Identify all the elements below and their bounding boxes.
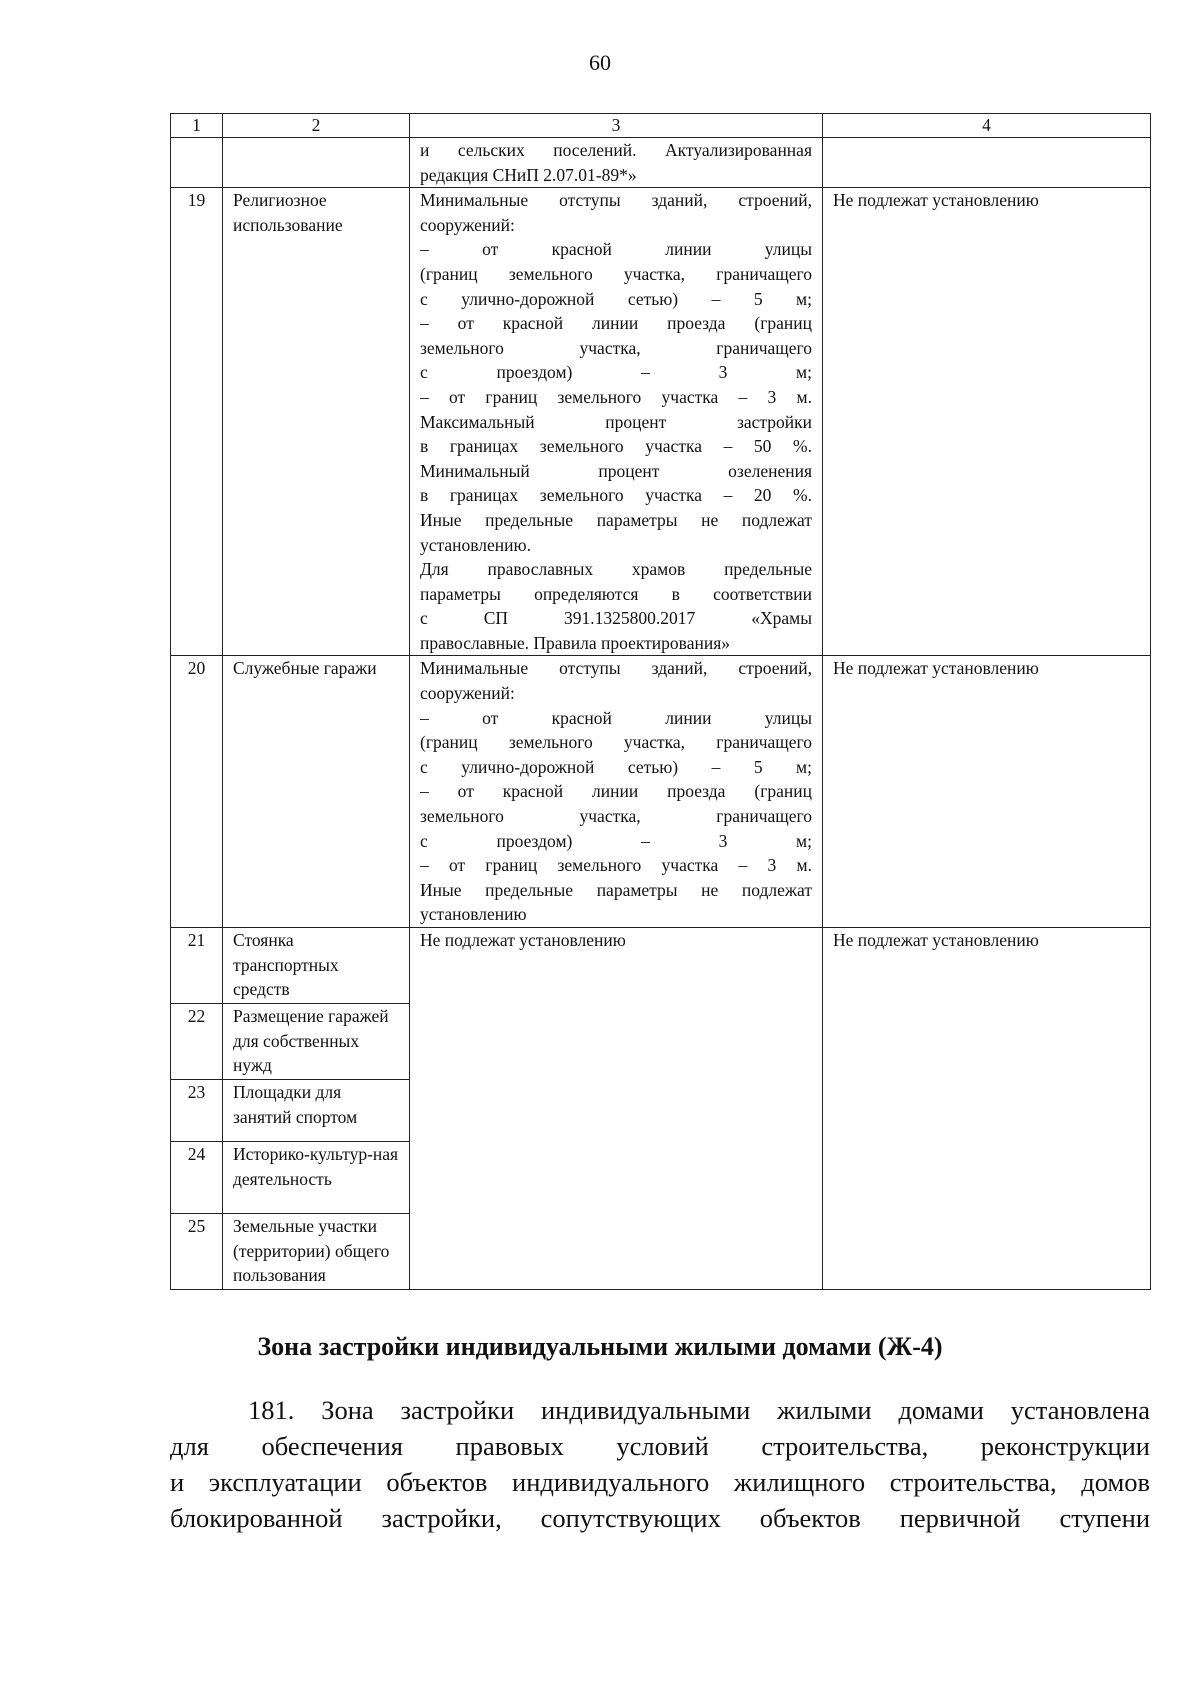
row-number: 25	[171, 1214, 223, 1290]
params-cell	[410, 138, 823, 188]
col4-cell	[823, 138, 1151, 188]
regulations-table	[170, 113, 1151, 1290]
params-line: сооружений:	[420, 683, 515, 704]
params-line: Для православных храмов предельные	[420, 559, 812, 580]
column-header: 1	[171, 114, 223, 138]
row-number: 20	[171, 656, 223, 928]
params-line: сооружений:	[420, 214, 515, 235]
params-line: установлению.	[420, 534, 531, 555]
use-name: Религиозное использование	[223, 188, 410, 656]
params-line: с улично-дорожной сетью) – 5 м;	[420, 288, 812, 309]
params-line: (границ земельного участка, граничащего	[420, 263, 812, 284]
params-line: – от границ земельного участка – 3 м.	[420, 386, 812, 407]
row-number: 21	[171, 928, 223, 1004]
params-line: с проездом) – 3 м;	[420, 362, 812, 383]
params-line: с проездом) – 3 м;	[420, 830, 812, 851]
params-line: установлению	[420, 904, 527, 925]
params-line: с улично-дорожной сетью) – 5 м;	[420, 756, 812, 777]
params-cell: Не подлежат установлению	[410, 928, 823, 1290]
params-line: Минимальные отступы зданий, строений,	[420, 658, 812, 679]
params-line: и сельских поселений. Актуализированная	[420, 140, 812, 160]
params-line: – от красной линии улицы	[420, 707, 812, 728]
row-number: 23	[171, 1080, 223, 1142]
params-line: Максимальный процент застройки	[420, 411, 812, 432]
col4-cell: Не подлежат установлению	[823, 928, 1151, 1290]
paragraph-line: для обеспечения правовых условий строительства, реконструкции	[170, 1431, 1150, 1461]
paragraph-line: блокированной застройки, сопутствующих объектов первичной ступени	[170, 1503, 1150, 1533]
params-line: Иные предельные параметры не подлежат	[420, 879, 812, 900]
body-paragraph	[170, 1392, 1150, 1536]
table-row-20	[171, 656, 1151, 928]
params-line: земельного участка, граничащего	[420, 337, 812, 358]
params-line: (границ земельного участка, граничащего	[420, 732, 812, 753]
page-number: 60	[589, 50, 611, 75]
params-line: – от красной линии улицы	[420, 239, 812, 260]
zone-heading: Зона застройки индивидуальными жилыми домами (Ж-4)	[257, 1332, 943, 1361]
table-row-19	[171, 188, 1151, 656]
params-line: редакция СНиП 2.07.01-89*»	[420, 164, 637, 185]
row-number	[171, 138, 223, 188]
col4-cell: Не подлежат установлению	[823, 188, 1151, 656]
use-name: Площадки для занятий спортом	[223, 1080, 410, 1142]
params-line: – от красной линии проезда (границ	[420, 781, 812, 802]
params-line: Минимальные отступы зданий, строений,	[420, 190, 812, 211]
params-line: – от красной линии проезда (границ	[420, 313, 812, 334]
params-line: Иные предельные параметры не подлежат	[420, 509, 812, 530]
use-name: Земельные участки (территории) общего пользования	[223, 1214, 410, 1290]
use-name	[223, 138, 410, 188]
params-line: параметры определяются в соответствии	[420, 583, 812, 604]
table-header-row	[171, 114, 1151, 138]
params-cell	[410, 656, 823, 928]
params-line: в границах земельного участка – 50 %.	[420, 436, 812, 457]
use-name: Служебные гаражи	[223, 656, 410, 928]
row-number: 22	[171, 1004, 223, 1080]
use-name: Стоянка транспортных средств	[223, 928, 410, 1004]
row-number: 24	[171, 1142, 223, 1214]
paragraph-line: 181. Зона застройки индивидуальными жилыми домами установлена	[248, 1395, 1150, 1425]
params-line: в границах земельного участка – 20 %.	[420, 485, 812, 506]
params-line: с СП 391.1325800.2017 «Храмы	[420, 608, 812, 629]
column-header: 2	[223, 114, 410, 138]
params-line: Минимальный процент озеленения	[420, 460, 812, 481]
table-row-21	[171, 928, 1151, 1004]
row-number: 19	[171, 188, 223, 656]
params-line: православные. Правила проектирования»	[420, 632, 731, 653]
params-line: – от границ земельного участка – 3 м.	[420, 855, 812, 876]
use-name: Историко-культур-ная деятельность	[223, 1142, 410, 1214]
col4-cell: Не подлежат установлению	[823, 656, 1151, 928]
params-cell	[410, 188, 823, 656]
column-header: 4	[823, 114, 1151, 138]
table-row-continuation	[171, 138, 1151, 188]
params-line: земельного участка, граничащего	[420, 806, 812, 827]
paragraph-line: и эксплуатации объектов индивидуального жилищного строительства, домов	[170, 1467, 1150, 1497]
column-header: 3	[410, 114, 823, 138]
use-name: Размещение гаражей для собственных нужд	[223, 1004, 410, 1080]
